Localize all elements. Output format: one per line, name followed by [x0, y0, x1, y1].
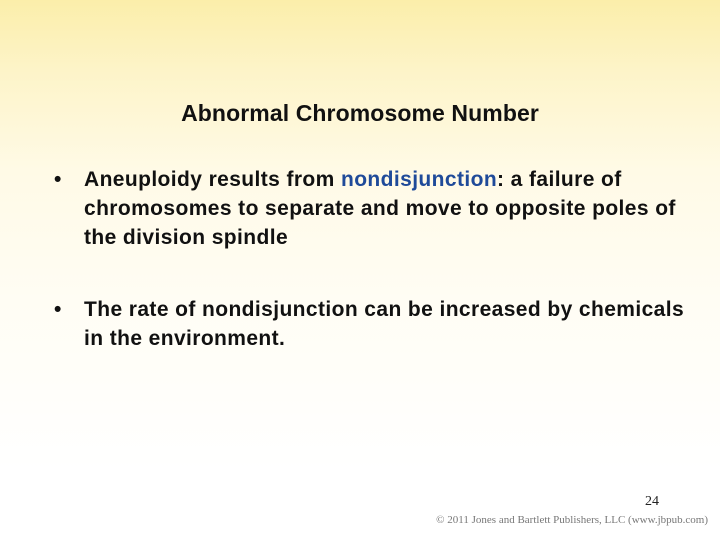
bullet-list: [54, 165, 694, 353]
bullet-text-end: : a failure of chromosomes to separate and move to opposite poles of the division spindle: [84, 168, 676, 249]
highlighted-term-nondisjunction: nondisjunction: [340, 168, 498, 191]
page-number: 24: [645, 494, 659, 509]
bullet-text-start: Aneuploidy results from: [84, 168, 341, 191]
copyright-notice: © 2011 Jones and Bartlett Publishers, LLC (www.jbpub.com): [436, 514, 708, 526]
bullet-text: The rate of nondisjunction can be increased by chemicals in the environment.: [84, 298, 685, 350]
bullet-marker: •: [54, 168, 62, 191]
bullet-item-aneuploidy: [54, 165, 694, 252]
slide-title: Abnormal Chromosome Number: [181, 100, 539, 126]
bullet-marker: •: [54, 298, 62, 321]
bullet-item-rate: [54, 295, 694, 353]
